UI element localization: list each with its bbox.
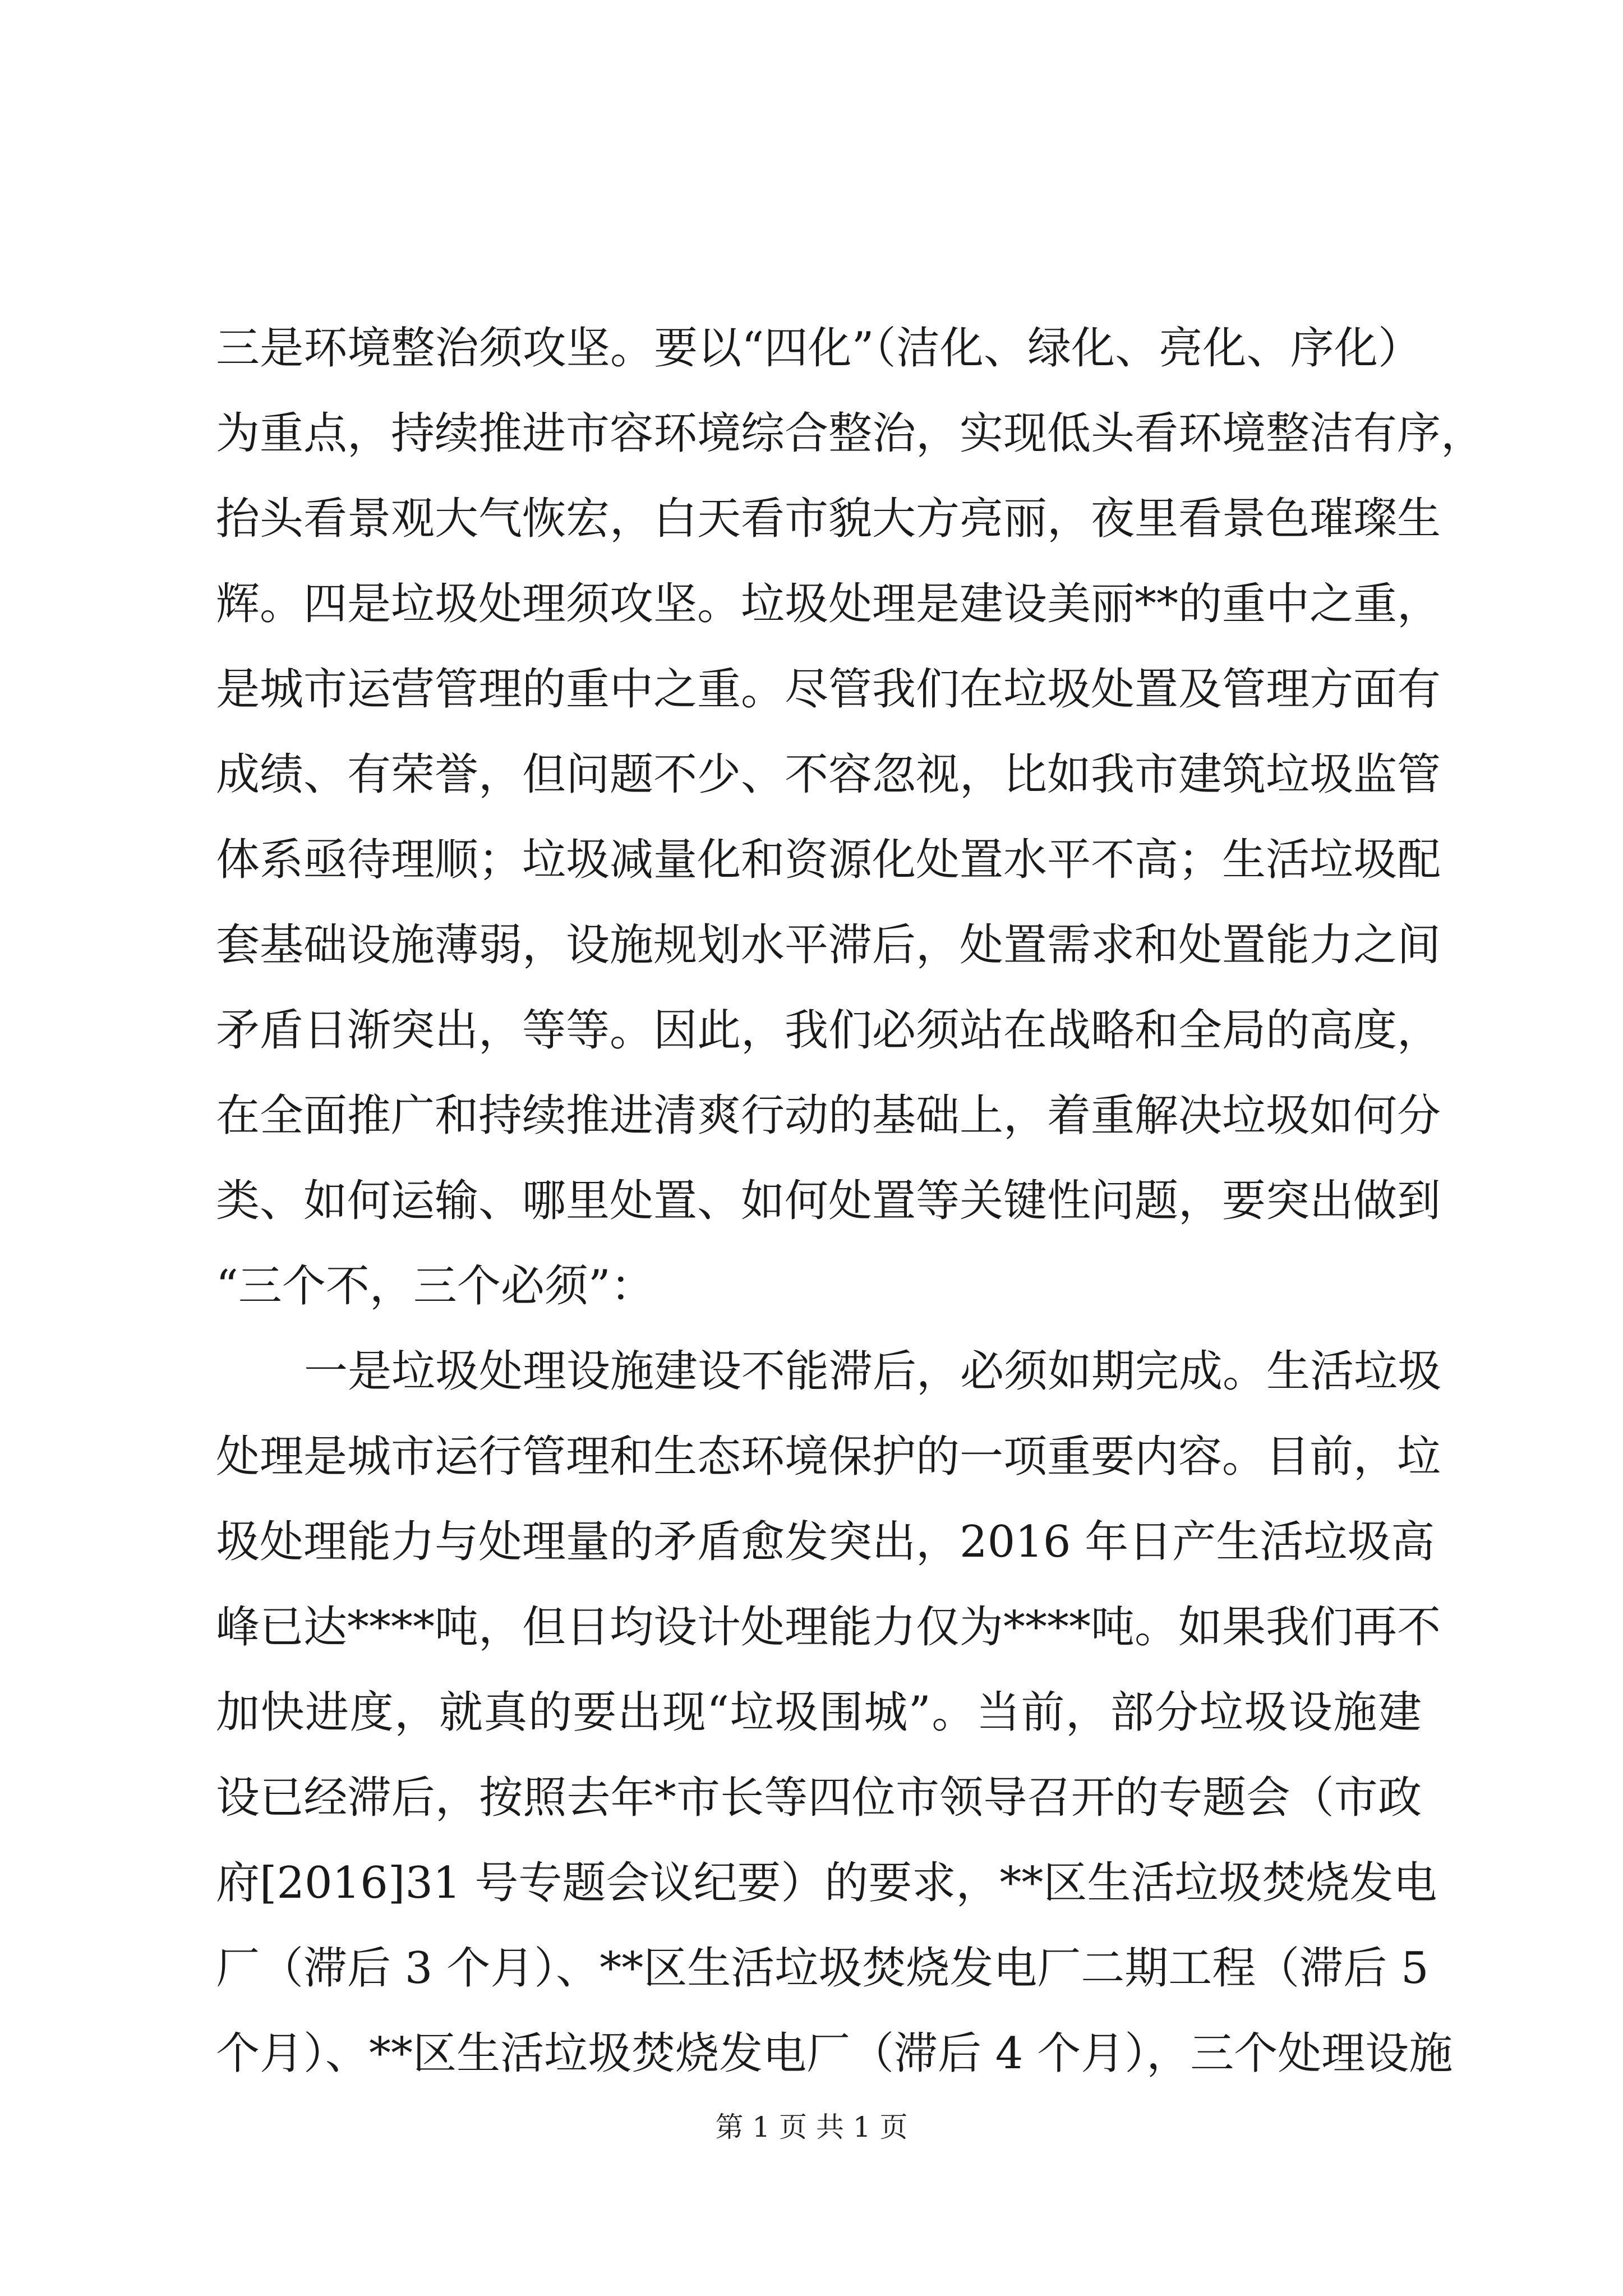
text-line: 府[2016]31 号专题会议纪要）的要求，**区生活垃圾焚烧发电 (216, 1858, 1437, 1908)
page-number-footer: 第 1 页 共 1 页 (715, 2111, 908, 2143)
text-line: 峰已达****吨，但日均设计处理能力仅为****吨。如果我们再不 (216, 1602, 1441, 1653)
text-line: 体系亟待理顺；垃圾减量化和资源化处置水平不高；生活垃圾配 (216, 835, 1441, 885)
text-line: 个月）、**区生活垃圾焚烧发电厂（滞后 4 个月），三个处理设施 (216, 2028, 1453, 2079)
text-line: 辉。四是垃圾处理须攻坚。垃圾处理是建设美丽**的重中之重， (216, 579, 1441, 629)
text-line: 为重点，持续推进市容环境综合整治，实现低头看环境整洁有序， (216, 408, 1485, 459)
text-line: 套基础设施薄弱，设施规划水平滞后，处置需求和处置能力之间 (216, 920, 1441, 970)
text-line: 在全面推广和持续推进清爽行动的基础上，着重解决垃圾如何分 (216, 1091, 1441, 1141)
text-line: “三个不，三个必须”： (216, 1261, 654, 1312)
text-line: 设已经滞后，按照去年*市长等四位市领导召开的专题会（市政 (216, 1773, 1422, 1823)
text-line: 成绩、有荣誉，但问题不少、不容忽视，比如我市建筑垃圾监管 (216, 749, 1441, 800)
text-line: 是城市运营管理的重中之重。尽管我们在垃圾处置及管理方面有 (216, 664, 1441, 715)
text-line: 加快进度，就真的要出现“垃圾围城”。当前，部分垃圾设施建 (216, 1687, 1422, 1738)
text-line: 处理是城市运行管理和生态环境保护的一项重要内容。目前，垃 (216, 1432, 1441, 1482)
text-line: 厂（滞后 3 个月）、**区生活垃圾焚烧发电厂二期工程（滞后 5 (216, 1943, 1429, 1994)
text-line: 抬头看景观大气恢宏，白天看市貌大方亮丽，夜里看景色璀璨生 (216, 494, 1441, 544)
text-line: 类、如何运输、哪里处置、如何处置等关键性问题，要突出做到 (216, 1176, 1441, 1226)
paragraph-first-line: 一是垃圾处理设施建设不能滞后，必须如期完成。生活垃圾 (304, 1346, 1442, 1397)
text-line: 圾处理能力与处理量的矛盾愈发突出，2016 年日产生活垃圾高 (216, 1517, 1435, 1567)
text-line: 三是环境整治须攻坚。要以“四化”（洁化、绿化、亮化、序化） (216, 323, 1422, 374)
text-line: 矛盾日渐突出，等等。因此，我们必须站在战略和全局的高度， (216, 1005, 1441, 1056)
